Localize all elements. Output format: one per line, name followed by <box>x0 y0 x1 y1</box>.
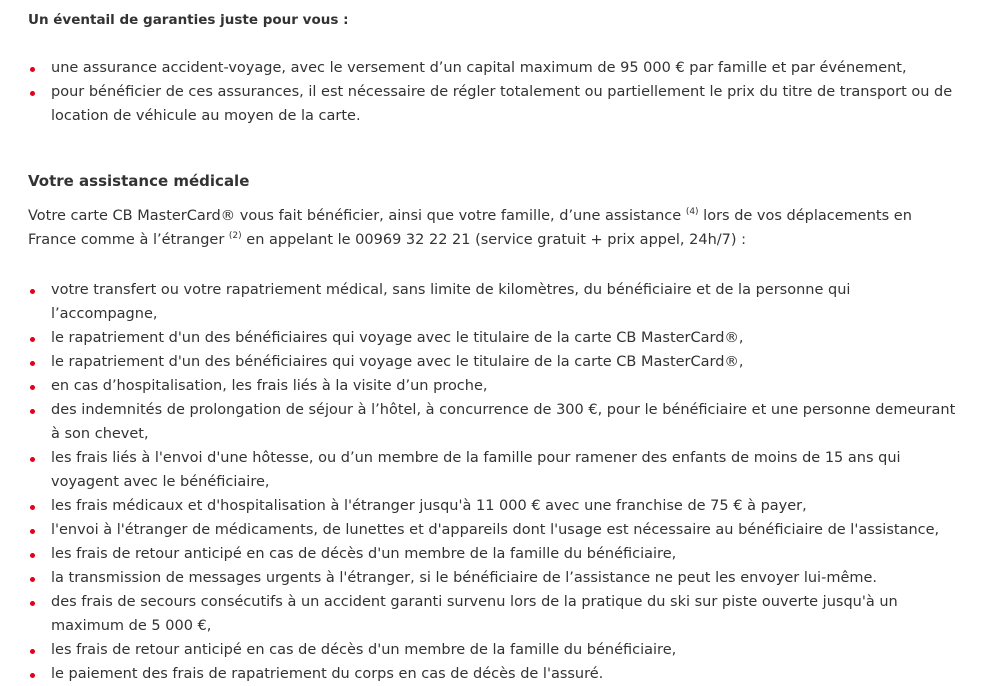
list-item: les frais de retour anticipé en cas de décès d'un membre de la famille du bénéficiaire, <box>28 638 956 662</box>
footnote-ref: (4) <box>685 207 699 217</box>
list-item: les frais de retour anticipé en cas de décès d'un membre de la famille du bénéficiaire, <box>28 542 956 566</box>
paragraph-text: en appelant le 00969 32 22 21 (service gratuit + prix appel, 24h/7) : <box>246 232 747 248</box>
list-item: le paiement des frais de rapatriement du corps en cas de décès de l'assuré. <box>28 662 956 686</box>
list-item: les frais médicaux et d'hospitalisation à l'étranger jusqu'à 11 000 € avec une franchise de 75 € à payer, <box>28 494 956 518</box>
guarantees-heading: Un éventail de garanties juste pour vous : <box>28 12 349 28</box>
guarantees-list <box>28 56 956 128</box>
list-item: pour bénéficier de ces assurances, il est nécessaire de régler totalement ou partiellement le prix du titre de transport ou de location de véhicule au moyen de la carte. <box>28 80 956 128</box>
paragraph-text: lors de vos déplacements en France comme à l’étranger <box>28 208 912 248</box>
list-item: les frais liés à l'envoi d'une hôtesse, ou d’un membre de la famille pour ramener des enfants de moins de 15 ans qui voyagent avec le bénéficiaire, <box>28 446 956 494</box>
list-item: des indemnités de prolongation de séjour à l’hôtel, à concurrence de 300 €, pour le bénéficiaire et une personne demeurant à son chevet, <box>28 398 956 446</box>
medical-assistance-list <box>28 278 956 686</box>
list-item: des frais de secours consécutifs à un accident garanti survenu lors de la pratique du ski sur piste ouverte jusqu'à un maximum de 5 000 €, <box>28 590 956 638</box>
list-item: en cas d’hospitalisation, les frais liés à la visite d’un proche, <box>28 374 956 398</box>
list-item: une assurance accident-voyage, avec le versement d’un capital maximum de 95 000 € par famille et par événement, <box>28 56 956 80</box>
footnote-ref: (2) <box>228 231 242 241</box>
medical-assistance-heading: Votre assistance médicale <box>28 172 250 190</box>
list-item: le rapatriement d'un des bénéficiaires qui voyage avec le titulaire de la carte CB MasterCard®, <box>28 326 956 350</box>
list-item: le rapatriement d'un des bénéficiaires qui voyage avec le titulaire de la carte CB MasterCard®, <box>28 350 956 374</box>
list-item: l'envoi à l'étranger de médicaments, de lunettes et d'appareils dont l'usage est nécessaire au bénéficiaire de l'assistance, <box>28 518 956 542</box>
list-item: votre transfert ou votre rapatriement médical, sans limite de kilomètres, du bénéficiaire et de la personne qui l’accompagne, <box>28 278 956 326</box>
paragraph-text: Votre carte CB MasterCard® vous fait bénéficier, ainsi que votre famille, d’une assistance <box>28 208 682 224</box>
medical-assistance-paragraph <box>28 204 956 252</box>
list-item: la transmission de messages urgents à l'étranger, si le bénéficiaire de l’assistance ne peut les envoyer lui-même. <box>28 566 956 590</box>
